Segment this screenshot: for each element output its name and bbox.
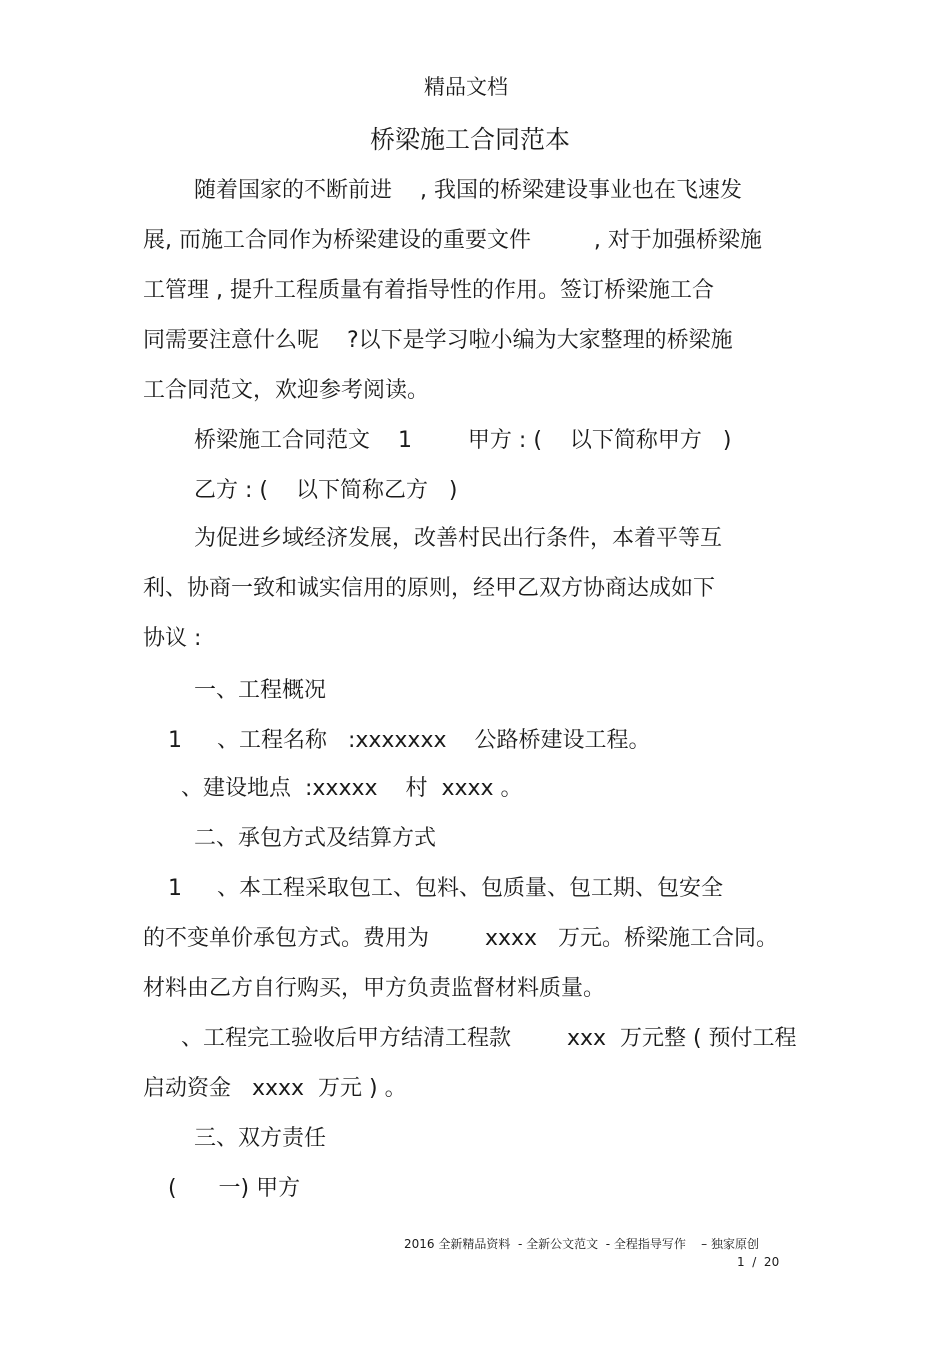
body-line: 1 、工程名称 :xxxxxxx 公路桥建设工程。	[168, 728, 651, 753]
body-line: 的不变单价承包方式。费用为 xxxx 万元。桥梁施工合同。	[143, 926, 779, 951]
body-line: 展, 而施工合同作为桥梁建设的重要文件 , 对于加强桥梁施	[143, 228, 762, 253]
body-line: 协议 :	[143, 626, 202, 651]
body-line: 同需要注意什么呢 ?以下是学习啦小编为大家整理的桥梁施	[143, 328, 733, 353]
body-line: 、工程完工验收后甲方结清工程款 xxx 万元整 ( 预付工程	[181, 1026, 797, 1051]
body-line: 工合同范文，欢迎参考阅读。	[143, 378, 430, 403]
body-line: 启动资金 xxxx 万元 ) 。	[143, 1076, 407, 1101]
footer-note: 2016 全新精品资料 - 全新公文范文 - 全程指导写作 – 独家原创	[404, 1237, 759, 1251]
body-line: 随着国家的不断前进 , 我国的桥梁建设事业也在飞速发	[194, 178, 742, 203]
body-line: 乙方 : ( 以下简称乙方 )	[194, 478, 458, 503]
page-header: 精品文档	[424, 75, 508, 99]
body-line: 为促进乡域经济发展，改善村民出行条件，本着平等互	[194, 526, 723, 551]
section-heading: 三、双方责任	[194, 1126, 327, 1151]
body-line: 利、协商一致和诚实信用的原则，经甲乙双方协商达成如下	[143, 576, 716, 601]
section-heading: 一、工程概况	[194, 678, 327, 703]
body-line: 桥梁施工合同范文 1 甲方 : ( 以下简称甲方 )	[194, 428, 732, 453]
body-line: 1 、本工程采取包工、包料、包质量、包工期、包安全	[168, 876, 723, 901]
body-line: 、建设地点 :xxxxx 村 xxxx 。	[181, 776, 523, 801]
body-line: 材料由乙方自行购买，甲方负责监督材料质量。	[143, 976, 606, 1001]
section-heading: 二、承包方式及结算方式	[194, 826, 437, 851]
body-line: 工管理 , 提升工程质量有着指导性的作用。签订桥梁施工合	[143, 278, 714, 303]
document-title: 桥梁施工合同范本	[370, 125, 571, 154]
subsection-heading: ( 一) 甲方	[168, 1176, 301, 1201]
page-number: 1 / 20	[737, 1255, 780, 1269]
